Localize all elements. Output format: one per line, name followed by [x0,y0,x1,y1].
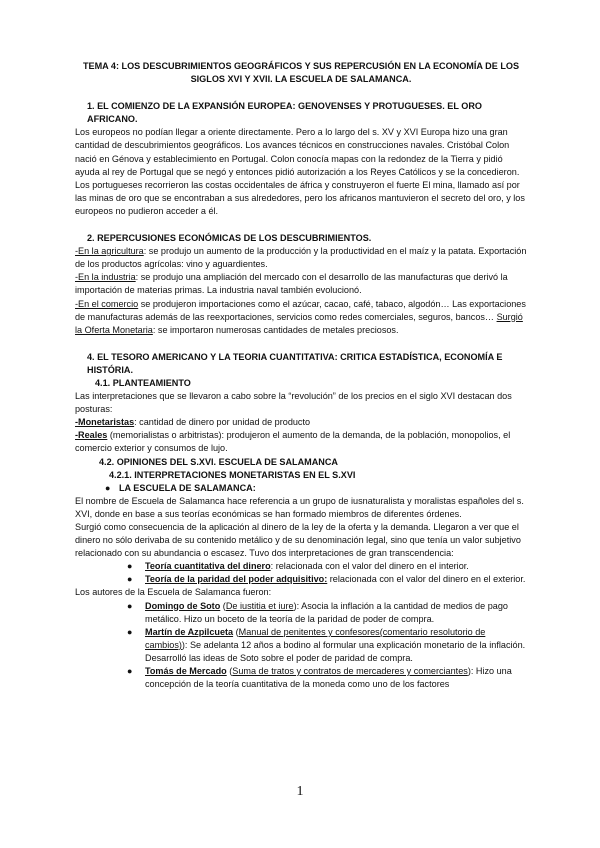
authors-intro: Los autores de la Escuela de Salamanca fueron: [75,587,272,598]
section-1-paragraph-1: Los europeos no podían llegar a oriente directamente. Pero a lo largo del s. XV y XVI Europa hizo una gran cantidad de descubrimientos geográficos. Los avances técnicos en construcciones navales. Cristóbal Colon nació en Génova y establecimiento en Portugal. Colon conocía mapas con la redondez de la Tierra y pidió ayuda al rey de Portugal que se negó y entonces pidió autorización a los Reyes Católicos y se la concedieron. [75,127,520,177]
section-2-heading: 2. REPERCUSIONES ECONÓMICAS DE LOS DESCUBRIMIENTOS. [87,233,372,244]
section-1-heading: 1. EL COMIENZO DE LA EXPANSIÓN EUROPEA: GENOVENSES Y PROTUGUESES. EL ORO AFRICANO. [87,101,482,125]
bullet-icon: ● [127,574,133,585]
theory-2-text: relacionada con el valor del dinero en el exterior. [327,574,526,585]
industry-paragraph [75,271,527,297]
author-1-item: ● Domingo de Soto (De iustitia et iure): Asocia la inflación a la cantidad de medios de pago metálico. Hizo un boceto de la teoría de la paridad de poder de compra. [127,600,508,624]
escuela-paragraph-2: Surgió como consecuencia de la aplicación al dinero de la ley de la oferta y la demanda. Llegaron a ver que el dinero no sólo derivaba de su contenido metálico y de su denominación legal, sino que tenía un valor subjetivo relacionado con su abundancia o escasez. Tuvo dos interpretaciones de gran transcendencia: [75,522,521,559]
commerce-label: -En el comercio [75,298,139,309]
author-2-name: Martín de Azpilcueta [145,626,234,637]
bullet-icon: ● [127,666,133,677]
theory-1-text: : relacionada con el valor del dinero en el interior. [270,561,469,572]
theory-2-item [75,573,527,586]
escuela-bullet-item [75,482,527,495]
monetarists-label: -Monetaristas [75,417,135,428]
industry-text: : se produjo una ampliación del mercado con el desarrollo de las manufacturas que derivó la importación de materias primas. La industria naval también evolucionó. [75,272,508,296]
document-page [75,52,527,691]
monetarists-text: : cantidad de dinero por unidad de producto [134,417,311,428]
author-2-text: : Se adelanta 12 años a bodino al formular una explicación monetario de la inflación. Desarrolló las ideas de Soto sobre el poder de paridad de compra. [145,639,526,663]
reales-text: (memorialistas o arbitristas): produjeron el aumento de la demanda, de la población, monopolios, el comercio exterior y consumos de lujo. [75,430,511,454]
section-4-2-heading: 4.2. OPINIONES DEL S.XVI. ESCUELA DE SALAMANCA [99,456,339,467]
industry-label: -En la industria [75,272,136,283]
author-1-work: De iustitia et iure [225,600,294,611]
section-4-heading: 4. EL TESORO AMERICANO Y LA TEORIA CUANTITATIVA: CRITICA ESTADÍSTICA, ECONOMÍA E HISTÓRIA. [87,351,503,375]
theory-1-item [75,560,527,573]
monetary-offer-label: Surgió la Oferta Monetaria [75,311,523,335]
agriculture-text: : se produjo un aumento de la producción y la productividad en el maíz y la patata. Exportación de los productos agrícolas: vino y aguardientes. [75,246,527,270]
agriculture-paragraph [75,245,527,271]
section-4-1-paragraph: Las interpretaciones que se llevaron a cabo sobre la “revolución” de los precios en el siglo XVI destacan dos posturas: [75,391,512,415]
bullet-icon: ● [127,626,133,637]
author-3-text: : Hizo una concepción de la teoría cuantitativa de la moneda como uno de los factores [145,666,512,690]
bullet-icon: ● [127,561,133,572]
section-4-1-heading: 4.1. PLANTEAMIENTO [95,377,191,388]
commerce-text: se produjeron importaciones como el azúcar, cacao, café, tabaco, algodón… Las exportaciones de manufacturas además de las reexportaciones, servicios como redes comerciales, seguros, bancos… [75,298,526,322]
bullet-icon: ● [127,600,133,611]
author-2-item: ● Martín de Azpilcueta (Manual de penitentes y confesores(comentario resolutorio de cambios)): Se adelanta 12 años a bodino al formular una explicación monetario de la inflación. Desarrolló las ideas de Soto sobre el poder de paridad de compra. [127,626,526,663]
theory-1-label: Teoría cuantitativa del dinero [145,561,271,572]
reales-paragraph [75,429,527,455]
escuela-bullet-colon: : [252,482,256,493]
escuela-bullet-label: LA ESCUELA DE SALAMANCA [119,482,253,493]
monetary-offer-text: : se importaron numerosas cantidades de metales preciosos. [152,324,399,335]
page-number: 1 [296,784,304,799]
bullet-icon: ● [105,482,111,493]
document-title: TEMA 4: LOS DESCUBRIMIENTOS GEOGRÁFICOS Y SUS REPERCUSIÓN EN LA ECONOMÍA DE LOS SIGLOS XVI Y XVII. LA ESCUELA DE SALAMANCA. [82,61,520,85]
theory-2-label: Teoría de la paridad del poder adquisitivo: [145,574,328,585]
section-1-paragraph-2: Los portugueses recorrieron las costas occidentales de áfrica y construyeron el fuerte El mina, llamado así por las minas de oro que se encontraban a sus alrededores, pero los africanos mantuvieron el secreto del oro, y los europeos no pudieron acceder a él. [75,179,525,216]
monetarists-paragraph [75,416,527,429]
author-2-work: Manual de penitentes y confesores(comentario resolutorio de cambios) [145,626,486,650]
agriculture-label: -En la agricultura [75,246,144,257]
escuela-paragraph-1: El nombre de Escuela de Salamanca hace referencia a un grupo de iusnaturalista y moralistas españoles del s. XVI, donde en base a sus teorías económicas se han formado miembros de diferentes órdenes. [75,495,524,519]
author-1-text: : Asocia la inflación a la cantidad de medios de pago metálico. Hizo un boceto de la teoría de la paridad de poder de compra. [145,600,508,624]
reales-label: -Reales [75,430,108,441]
section-4-2-1-heading: 4.2.1. INTERPRETACIONES MONETARISTAS EN EL S.XVI [109,469,356,480]
author-1-name: Domingo de Soto [145,600,221,611]
author-3-name: Tomás de Mercado [145,666,227,677]
author-3-item: ● Tomás de Mercado (Suma de tratos y contratos de mercaderes y comerciantes): Hizo una concepción de la teoría cuantitativa de la moneda como uno de los factores [127,666,512,690]
commerce-paragraph [75,298,527,337]
author-3-work: Suma de tratos y contratos de mercaderes y comerciantes [232,666,468,677]
